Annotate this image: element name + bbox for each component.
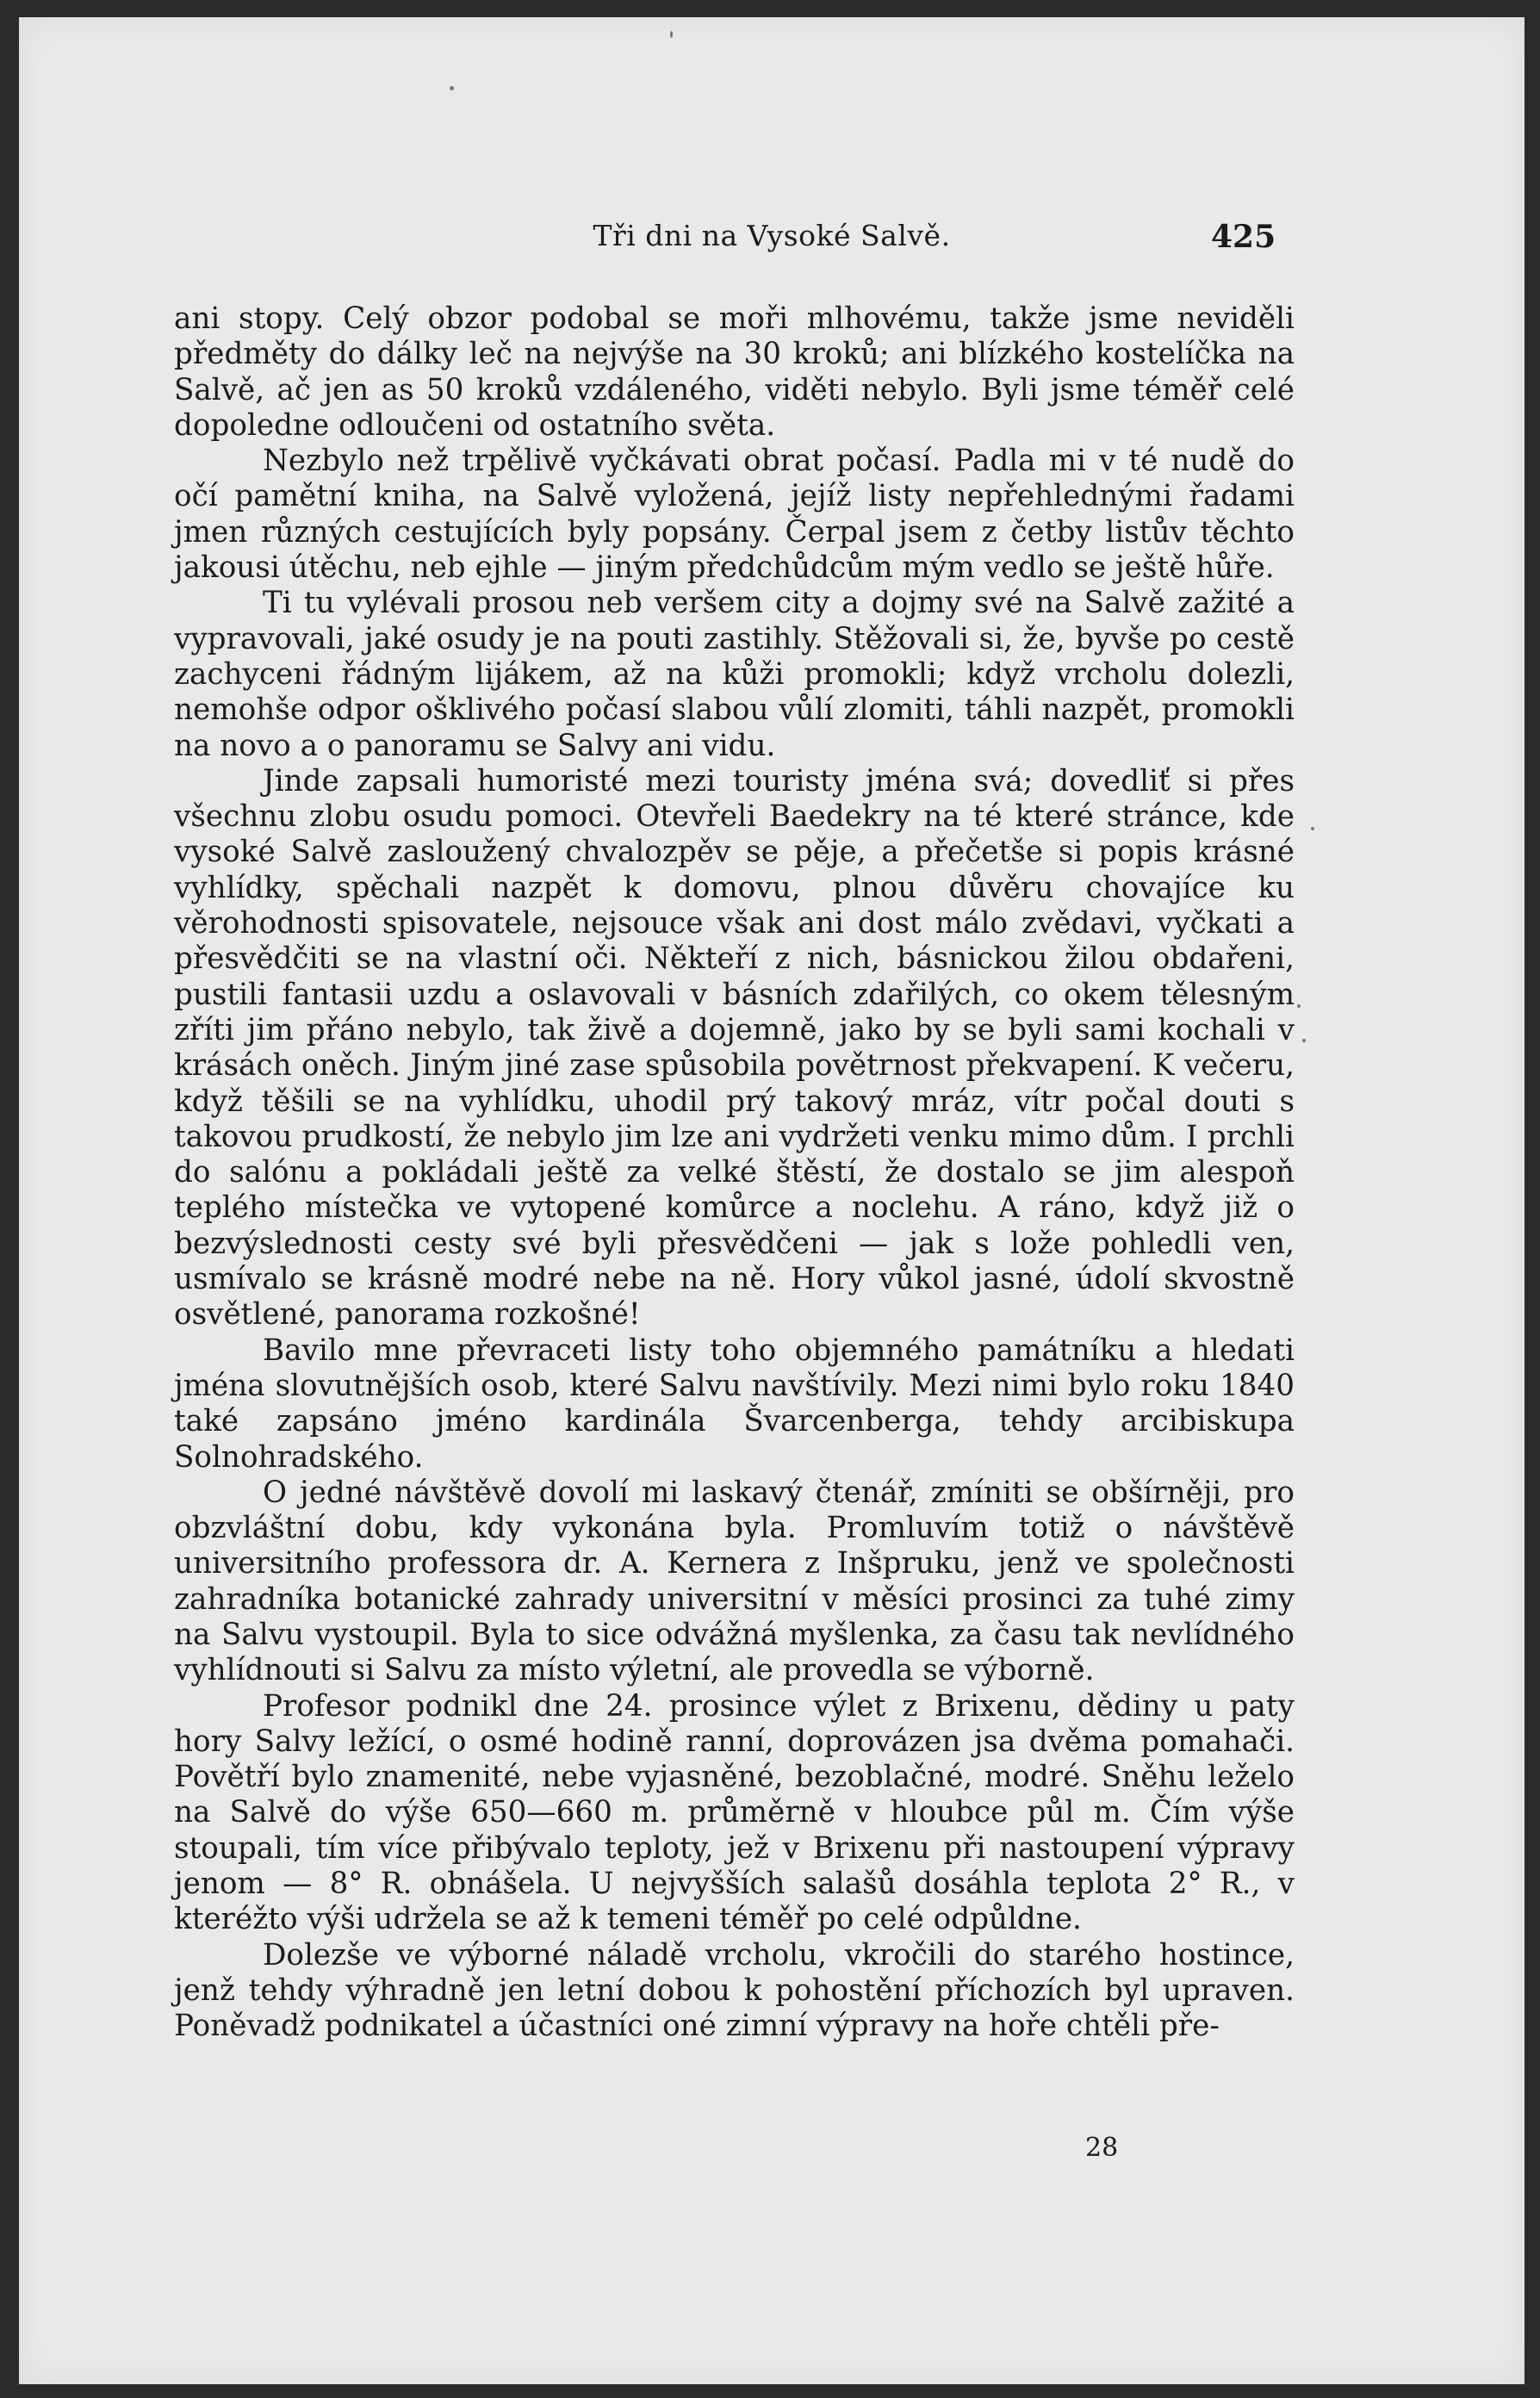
paragraph: Ti tu vylévali prosou neb veršem city a dojmy své na Salvě zažité a vypravovali, jaké osudy je na pouti zastihly. Stěžovali si, že, byvše po cestě zachyceni řádným lijákem, až na kůži promokli; když vrcholu dolezli, nemohše odpor ošklivého počasí slabou vůlí zlomiti, táhli nazpět, promokli na novo a o panoramu se Salvy ani vidu.	[174, 586, 1295, 763]
scan-speck	[670, 31, 673, 38]
page-number: 425	[1211, 219, 1276, 255]
paragraph: Bavilo mne převraceti listy toho objemného památníku a hledati jména slovutnějších osob, které Salvu navštívily. Mezi nimi bylo roku 1840 také zapsáno jméno kardinála Švarcenberga, tehdy arcibiskupa Solnohradského.	[174, 1333, 1295, 1475]
body-text	[174, 301, 1295, 2045]
scanned-page	[19, 17, 1524, 2384]
paragraph: Dolezše ve výborné náladě vrcholu, vkročili do starého hostince, jenž tehdy výhradně jen letní dobou k pohostění příchozích byl upraven. Poněvadž podnikatel a účastníci oné zimní výpravy na hoře chtěli pře-	[174, 1937, 1295, 2044]
scan-speck	[1311, 827, 1314, 830]
scan-speck	[450, 86, 454, 90]
signature-mark: 28	[1085, 2133, 1119, 2163]
running-title: Tři dni na Vysoké Salvě.	[593, 219, 951, 252]
scan-speck	[1297, 1004, 1301, 1008]
paragraph: Nezbylo než trpělivě vyčkávati obrat počasí. Padla mi v té nudě do očí pamětní kniha, na Salvě vyložená, jejíž listy nepřehlednými řadami jmen různých cestujících byly popsány. Čerpal jsem z četby listův těchto jakousi útěchu, neb ejhle — jiným předchůdcům mým vedlo se ještě hůře.	[174, 444, 1295, 586]
page-header	[19, 203, 1524, 264]
scan-speck	[1302, 1039, 1306, 1042]
paragraph: Jinde zapsali humoristé mezi touristy jména svá; dovedliť si přes všechnu zlobu osudu pomoci. Otevřeli Baedekry na té které stránce, kde vysoké Salvě zasloužený chvalozpěv se pěje, a přečetše si popis krásné vyhlídky, spěchali nazpět k domovu, plnou důvěru chovajíce ku věrohodnosti spisovatele, nejsouce však ani dost málo zvědavi, vyčkati a přesvědčiti se na vlastní oči. Někteří z nich, básnickou žilou obdařeni, pustili fantasii uzdu a oslavovali v básních zdařilých, co okem tělesným zříti jim přáno nebylo, tak živě a dojemně, jako by se byli sami kochali v krásách oněch. Jiným jiné zase spůsobila povětrnost překvapení. K večeru, když těšili se na vyhlídku, uhodil prý takový mráz, vítr počal douti s takovou prudkostí, že nebylo jim lze ani vydržeti venku mimo dům. I prchli do salónu a pokládali ještě za velké štěstí, že dostalo se jim alespoň teplého místečka ve vytopené komůrce a noclehu. A ráno, když již o bezvýslednosti cesty své byli přesvědčeni — jak s lože pohledli ven, usmívalo se krásně modré nebe na ně. Hory vůkol jasné, údolí skvostně osvětlené, panorama rozkošné!	[174, 763, 1295, 1333]
paragraph: Profesor podnikl dne 24. prosince výlet z Brixenu, dědiny u paty hory Salvy ležící, o osmé hodině ranní, doprovázen jsa dvěma pomahači. Povětří bylo znamenité, nebe vyjasněné, bezoblačné, modré. Sněhu leželo na Salvě do výše 650—660 m. průměrně v hloubce půl m. Čím výše stoupali, tím více přibývalo teploty, jež v Brixenu při nastoupení výpravy jenom — 8° R. obnášela. U nejvyšších salašů dosáhla teplota 2° R., v kteréžto výši udržela se až k temeni téměř po celé odpůldne.	[174, 1688, 1295, 1937]
paragraph: O jedné návštěvě dovolí mi laskavý čtenář, zmíniti se obšírněji, pro obzvláštní dobu, kdy vykonána byla. Promluvím totiž o návštěvě universitního professora dr. A. Kernera z Inšpruku, jenž ve společnosti zahradníka botanické zahrady universitní v měsíci prosinci za tuhé zimy na Salvu vystoupil. Byla to sice odvážná myšlenka, za času tak nevlídného vyhlídnouti si Salvu za místo výletní, ale provedla se výborně.	[174, 1475, 1295, 1688]
paragraph: ani stopy. Celý obzor podobal se moři mlhovému, takže jsme neviděli předměty do dálky leč na nejvýše na 30 kroků; ani blízkého kostelíčka na Salvě, ač jen as 50 kroků vzdáleného, viděti nebylo. Byli jsme téměř celé dopoledne odloučeni od ostatního světa.	[174, 301, 1295, 443]
